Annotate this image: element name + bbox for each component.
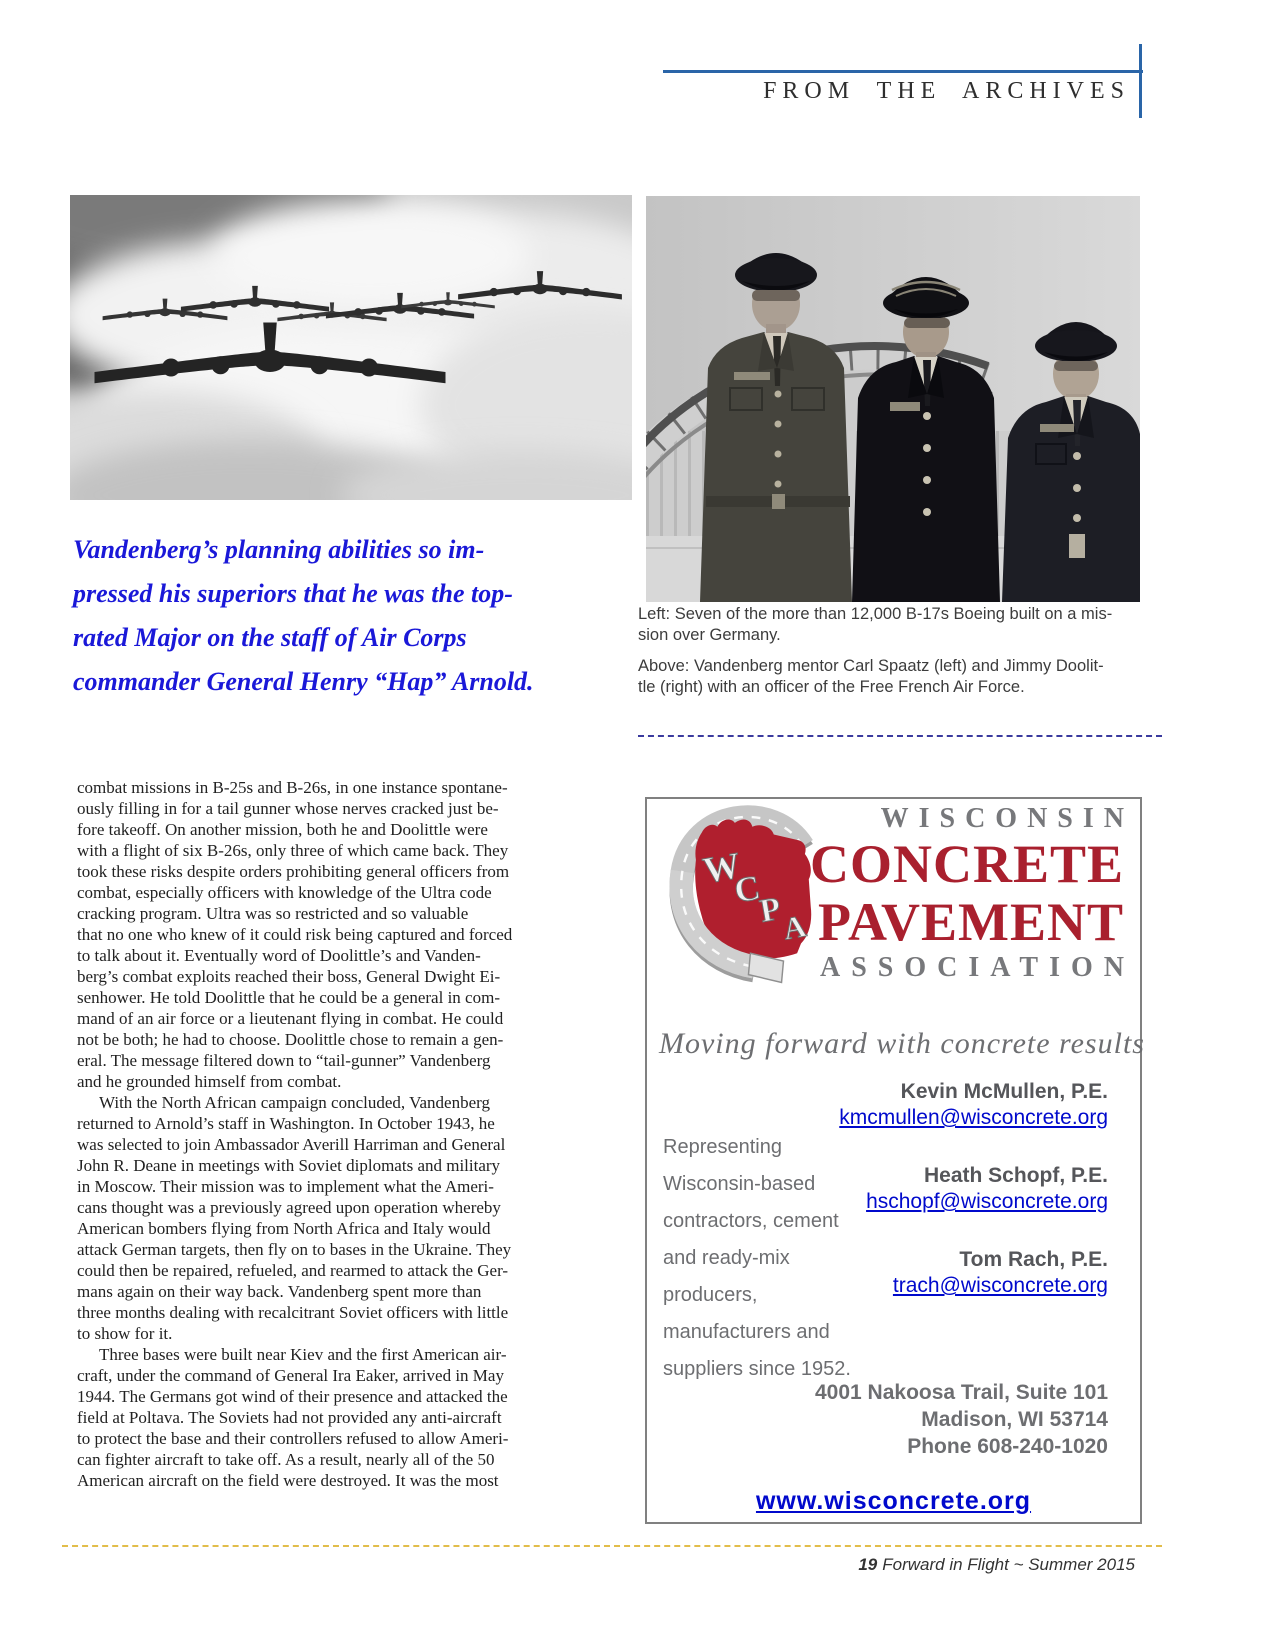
contact-name: Tom Rach, P.E. [959,1248,1108,1271]
pull-quote-line: rated Major on the staff of Air Corps [73,623,467,652]
article-line: with a flight of six B-26s, only three of which came back. They [77,841,509,860]
article-line: fore takeoff. On another mission, both he and Doolittle were [77,820,488,839]
article-line: that no one who knew of it could risk being captured and forced [77,925,513,944]
wcpa-advertisement [645,797,1145,1524]
website-link[interactable]: www.wisconcrete.org [755,1487,1032,1515]
page-number: 19 [858,1555,878,1574]
pull-quote-line: Vandenberg’s planning abilities so im- [73,535,485,564]
article-line: and he grounded himself from combat. [77,1072,342,1091]
contact-name: Kevin McMullen, P.E. [900,1080,1108,1103]
article-line: to protect the base and their controllers refused to allow Ameri- [77,1429,509,1448]
contact-heath-schopf [866,1163,1108,1215]
article-line: 1944. The Germans got wind of their presence and attacked the [77,1387,508,1406]
article-line: could then be repaired, refueled, and rearmed to attack the Ger- [77,1261,509,1280]
contact-kevin-mcmullen [839,1079,1108,1131]
header-vertical-rule [1139,44,1142,118]
contact-email-link[interactable]: hschopf@wisconcrete.org [866,1190,1108,1213]
contact-email-link[interactable]: trach@wisconcrete.org [892,1274,1108,1297]
contact-email-link[interactable]: kmcmullen@wisconcrete.org [839,1106,1108,1129]
footer-dashed-rule [62,1545,1162,1547]
representing-line: suppliers since 1952. [663,1358,851,1380]
representing-line: producers, [663,1284,758,1306]
representing-line: and ready-mix [663,1247,790,1269]
pull-quote-line: commander General Henry “Hap” Arnold. [73,667,534,696]
article-line: American bombers flying from North Africa and Italy would [77,1219,491,1238]
caption-line: Left: Seven of the more than 12,000 B-17s Boeing built on a mis- [638,605,1113,623]
article-line: craft, under the command of General Ira Eaker, arrived in May [77,1366,504,1385]
caption-separator-dashed-rule [638,735,1162,737]
b17-formation-photo [70,195,632,500]
article-line: combat, especially officers with knowledge of the Ultra code [77,883,492,902]
contact-tom-rach [893,1247,1108,1299]
article-line: combat missions in B-25s and B-26s, in one instance spontane- [77,778,508,797]
article-line: American aircraft on the field were destroyed. It was the most [77,1471,499,1490]
representing-line: Representing [663,1136,782,1158]
section-title: FROM THE ARCHIVES [763,78,1130,104]
org-name-pavement: PAVEMENT [817,892,1124,952]
article-line: berg’s combat exploits reached their boss, General Dwight Ei- [77,967,501,986]
article-line: cans thought was a previously agreed upon operation whereby [77,1198,501,1217]
address-line: Phone 608-240-1020 [907,1435,1108,1458]
article-line: mand of an air force or a lieutenant flying in combat. He could [77,1009,504,1028]
pull-quote-line: pressed his superiors that he was the top- [73,579,513,608]
article-line: to show for it. [77,1324,173,1343]
representing-text [663,1129,883,1388]
article-line: ously filling in for a tail gunner whose nerves cracked just be- [77,799,499,818]
article-column [77,777,597,1491]
article-line: mans again on their way back. Vandenberg spent more than [77,1282,482,1301]
page-footer [858,1555,1135,1575]
website-container [647,1487,1140,1516]
caption-above-photo [638,656,1168,698]
address-line: 4001 Nakoosa Trail, Suite 101 [815,1381,1108,1404]
article-line: returned to Arnold’s staff in Washington. In October 1943, he [77,1114,495,1133]
article-line: not be both; he had to choose. Doolittle chose to remain a gen- [77,1030,504,1049]
ad-address [815,1379,1108,1460]
article-line: can fighter aircraft to take off. As a result, nearly all of the 50 [77,1450,495,1469]
logo-letter-a: A [780,908,809,947]
header-horizontal-rule [663,70,1143,73]
article-line: to talk about it. Eventually word of Doolittle’s and Vanden- [77,946,481,965]
representing-line: Wisconsin-based [663,1173,816,1195]
ad-tagline: Moving forward with concrete results [659,1027,1145,1060]
officers-illustration [646,196,1140,602]
article-line: With the North African campaign concluded, Vandenberg [99,1093,490,1112]
logo-letter-c: C [731,867,764,911]
article-line: eral. The message filtered down to “tail-gunner” Vandenberg [77,1051,491,1070]
b17-formation-illustration [70,195,632,500]
article-line: attack German targets, then fly on to bases in the Ukraine. They [77,1240,512,1259]
representing-line: contractors, cement [663,1210,839,1232]
representing-line: manufacturers and [663,1321,830,1343]
article-line: Three bases were built near Kiev and the first American air- [99,1345,507,1364]
contact-name: Heath Schopf, P.E. [924,1164,1108,1187]
article-line: three months dealing with recalcitrant Soviet officers with little [77,1303,509,1322]
logo-letter-p: P [757,891,784,930]
pull-quote [73,528,593,704]
article-line: field at Poltava. The Soviets had not provided any anti-aircraft [77,1408,502,1427]
caption-line: tle (right) with an officer of the Free French Air Force. [638,678,1025,696]
article-line: took these risks despite orders prohibiting general officers from [77,862,510,881]
article-line: senhower. He told Doolittle that he could be a general in com- [77,988,500,1007]
org-name-association: ASSOCIATION [820,952,1135,983]
officers-photo [646,196,1140,602]
article-line: was selected to join Ambassador Averill Harriman and General [77,1135,506,1154]
article-line: in Moscow. Their mission was to implement what the Ameri- [77,1177,494,1196]
org-name-concrete: CONCRETE [809,834,1124,894]
caption-left-photo [638,604,1168,646]
caption-line: Above: Vandenberg mentor Carl Spaatz (left) and Jimmy Doolit- [638,657,1104,675]
caption-line: sion over Germany. [638,626,781,644]
org-name-block [809,803,1135,985]
article-line: John R. Deane in meetings with Soviet diplomats and military [77,1156,501,1175]
article-line: cracking program. Ultra was so restricted and so valuable [77,904,469,923]
logo-letter-w: W [699,844,744,892]
footer-text: Forward in Flight ~ Summer 2015 [882,1555,1135,1574]
address-line: Madison, WI 53714 [921,1408,1108,1431]
org-name-state: WISCONSIN [880,803,1134,834]
